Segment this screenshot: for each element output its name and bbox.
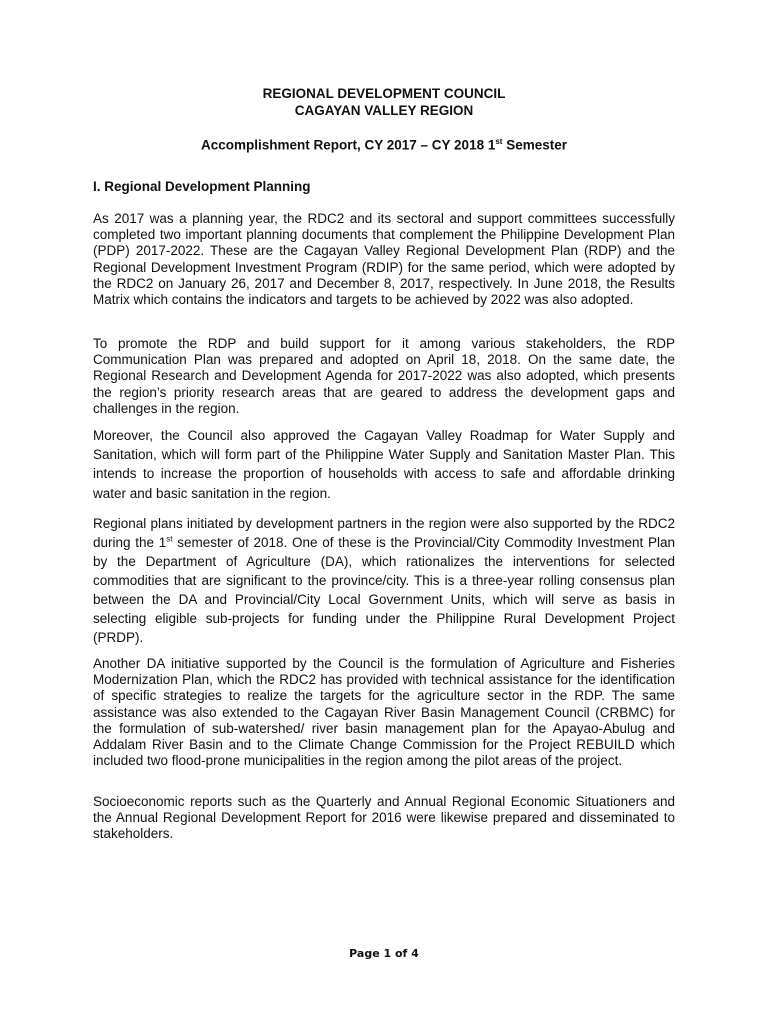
report-title-superscript: st (495, 137, 503, 146)
paragraph-agriculture-modernization: Another DA initiative supported by the Council is the formulation of Agriculture and Fisheries Modernization Plan, which the RDC2 has provided with technical assistance for the identification of specific strategies to realize the targets for the agriculture sector in the RDP. The same assistance was also extended to the Cagayan River Basin Management Council (CRBMC) for the formulation of sub-watershed/ river basin management plan for the Apayao-Abulug and Addalam River Basin and to the Climate Change Commission for the Project REBUILD which included two flood-prone municipalities in the region among the pilot areas of the project. (93, 656, 675, 769)
paragraph-rdp-communication: To promote the RDP and build support for it among various stakeholders, the RDP Communication Plan was prepared and adopted on April 18, 2018. On the same date, the Regional Research and Development Agenda for 2017-2022 was also adopted, which presents the region’s priority research areas that are geared to address the development gaps and challenges in the region. (93, 336, 675, 416)
paragraph-water-roadmap: Moreover, the Council also approved the Cagayan Valley Roadmap for Water Supply and Sanitation, which will form part of the Philippine Water Supply and Sanitation Master Plan. This intends to increase the proportion of households with access to safe and affordable drinking water and basic sanitation in the region. (93, 428, 675, 501)
paragraph-regional-plans-rest: semester of 2018. One of these is the Provincial/City Commodity Investment Plan by the Department of Agriculture (DA), which rationalizes the interventions for selected commodities that are significant to the province/city. This is a three-year rolling consensus plan between the DA and Provincial/City Local Government Units, which will serve as basis in selecting eligible sub-projects for funding under the Philippine Rural Development Project (PRDP). (93, 535, 675, 645)
report-title (0, 133, 768, 154)
page-number: Page 1 of 4 (349, 947, 419, 960)
region-title: CAGAYAN VALLEY REGION (294, 103, 474, 118)
section-heading: I. Regional Development Planning (93, 179, 311, 194)
paragraph-regional-plans-start: Regional plans initiated by development partners in the region were also supported by the RDC2 during the 1 (93, 516, 675, 550)
paragraph-planning-documents: As 2017 was a planning year, the RDC2 and its sectoral and support committees successfully completed two important planning documents that complement the Philippine Development Plan (PDP) 2017-2022. These are the Cagayan Valley Regional Development Plan (RDP) and the Regional Development Investment Program (RDIP) for the same period, which were adopted by the RDC2 on January 26, 2017 and December 8, 2017, respectively. In June 2018, the Results Matrix which contains the indicators and targets to be achieved by 2022 was also adopted. (93, 211, 675, 308)
report-title-semester: Semester (502, 137, 568, 153)
council-title: REGIONAL DEVELOPMENT COUNCIL (262, 86, 506, 101)
report-title-main: Accomplishment Report, CY 2017 – CY 2018 1 (200, 137, 496, 153)
paragraph-regional-plans (93, 514, 675, 647)
paragraph-regional-plans-superscript: st (166, 534, 173, 544)
paragraph-socioeconomic-reports: Socioeconomic reports such as the Quarterly and Annual Regional Economic Situationers and the Annual Regional Development Report for 2016 were likewise prepared and disseminated to stakeholders. (93, 794, 675, 842)
